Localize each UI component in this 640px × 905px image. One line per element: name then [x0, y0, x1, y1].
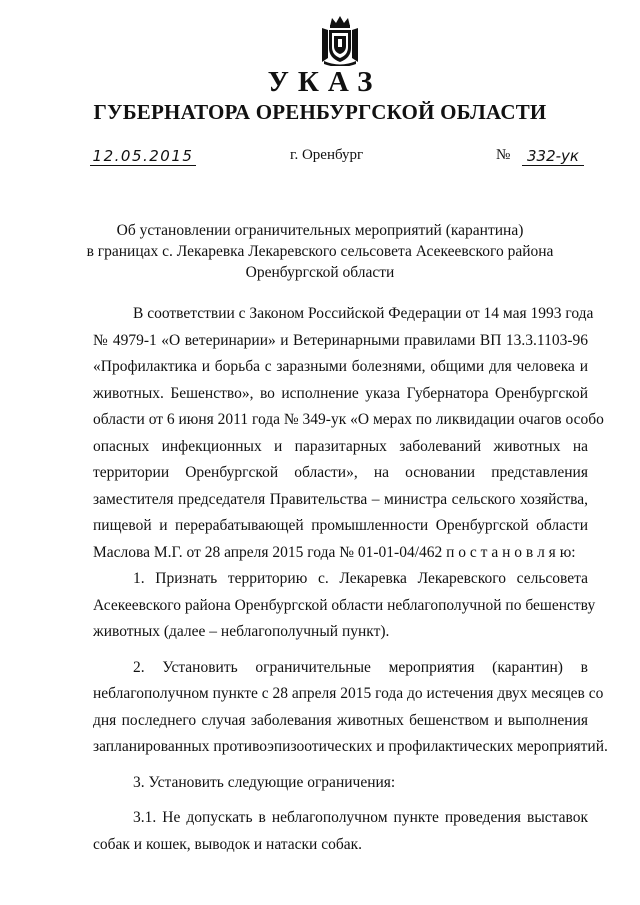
decree-number: 332-ук — [522, 147, 584, 166]
text-line: № 4979-1 «О ветеринарии» и Ветеринарными правилами ВП 13.3.1103-96 — [93, 331, 588, 349]
decree-heading — [60, 220, 580, 283]
oblast-coat-of-arms-icon — [318, 14, 362, 66]
text-line: опасных инфекционных и паразитарных заболеваний животных на — [93, 437, 588, 455]
text-line: территории Оренбургской области», на основании представления — [93, 464, 588, 481]
text-line: собак и кошек, выводок и натаски собак. — [93, 835, 363, 853]
paragraph-item-3-1 — [93, 805, 588, 858]
decree-body — [93, 301, 608, 858]
text-line: «Профилактика и борьба с заразными болезнями, общими для человека и — [93, 358, 588, 375]
decree-city: г. Оренбург — [290, 147, 364, 163]
text-line: Маслова М.Г. от 28 апреля 2015 года № 01-01-04/462 п о с т а н о в л я ю: — [93, 543, 576, 561]
heading-line: Оренбургской области — [245, 264, 395, 281]
number-sign: № — [496, 147, 511, 163]
text-line: заместителя председателя Правительства – министра сельского хозяйства, — [93, 490, 588, 508]
text-line: дня последнего случая заболевания животных бешенством и выполнения — [93, 711, 588, 729]
text-line: 3.1. Не допускать в неблагополучном пункте проведения выставок — [133, 809, 588, 826]
text-line: Асекеевского района Оренбургской области неблагополучной по бешенству — [93, 596, 596, 614]
text-line: области от 6 июня 2011 года № 349-ук «О мерах по ликвидации очагов особо — [93, 411, 604, 428]
heading-line: Об установлении ограничительных мероприятий (карантина) — [116, 222, 524, 239]
heading-line: в границах с. Лекаревка Лекаревского сельсовета Асекеевского района — [86, 243, 554, 260]
document-type-title: УКАЗ — [267, 66, 382, 98]
paragraph-preamble — [93, 301, 604, 566]
text-line: 1. Признать территорию с. Лекаревка Лекаревского сельсовета — [133, 570, 588, 587]
text-line: животных. Бешенство», во исполнение указа Губернатора Оренбургской — [93, 384, 588, 402]
text-line: 2. Установить ограничительные мероприятия (карантин) в — [133, 658, 588, 676]
paragraph-item-3 — [93, 770, 588, 797]
issuer-title: ГУБЕРНАТОРА ОРЕНБУРГСКОЙ ОБЛАСТИ — [93, 100, 547, 124]
text-line: запланированных противоэпизоотических и профилактических мероприятий. — [93, 738, 608, 755]
text-line: животных (далее – неблагополучный пункт). — [93, 623, 390, 640]
paragraph-item-1 — [93, 566, 596, 646]
text-line: неблагополучном пункте с 28 апреля 2015 года до истечения двух месяцев со — [93, 685, 604, 702]
text-line: 3. Установить следующие ограничения: — [133, 773, 396, 791]
paragraph-item-2 — [93, 655, 608, 761]
text-line: пищевой и перерабатывающей промышленности Оренбургской области — [93, 517, 588, 534]
decree-date: 12.05.2015 — [90, 147, 196, 166]
text-line: В соответствии с Законом Российской Федерации от 14 мая 1993 года — [133, 305, 594, 322]
